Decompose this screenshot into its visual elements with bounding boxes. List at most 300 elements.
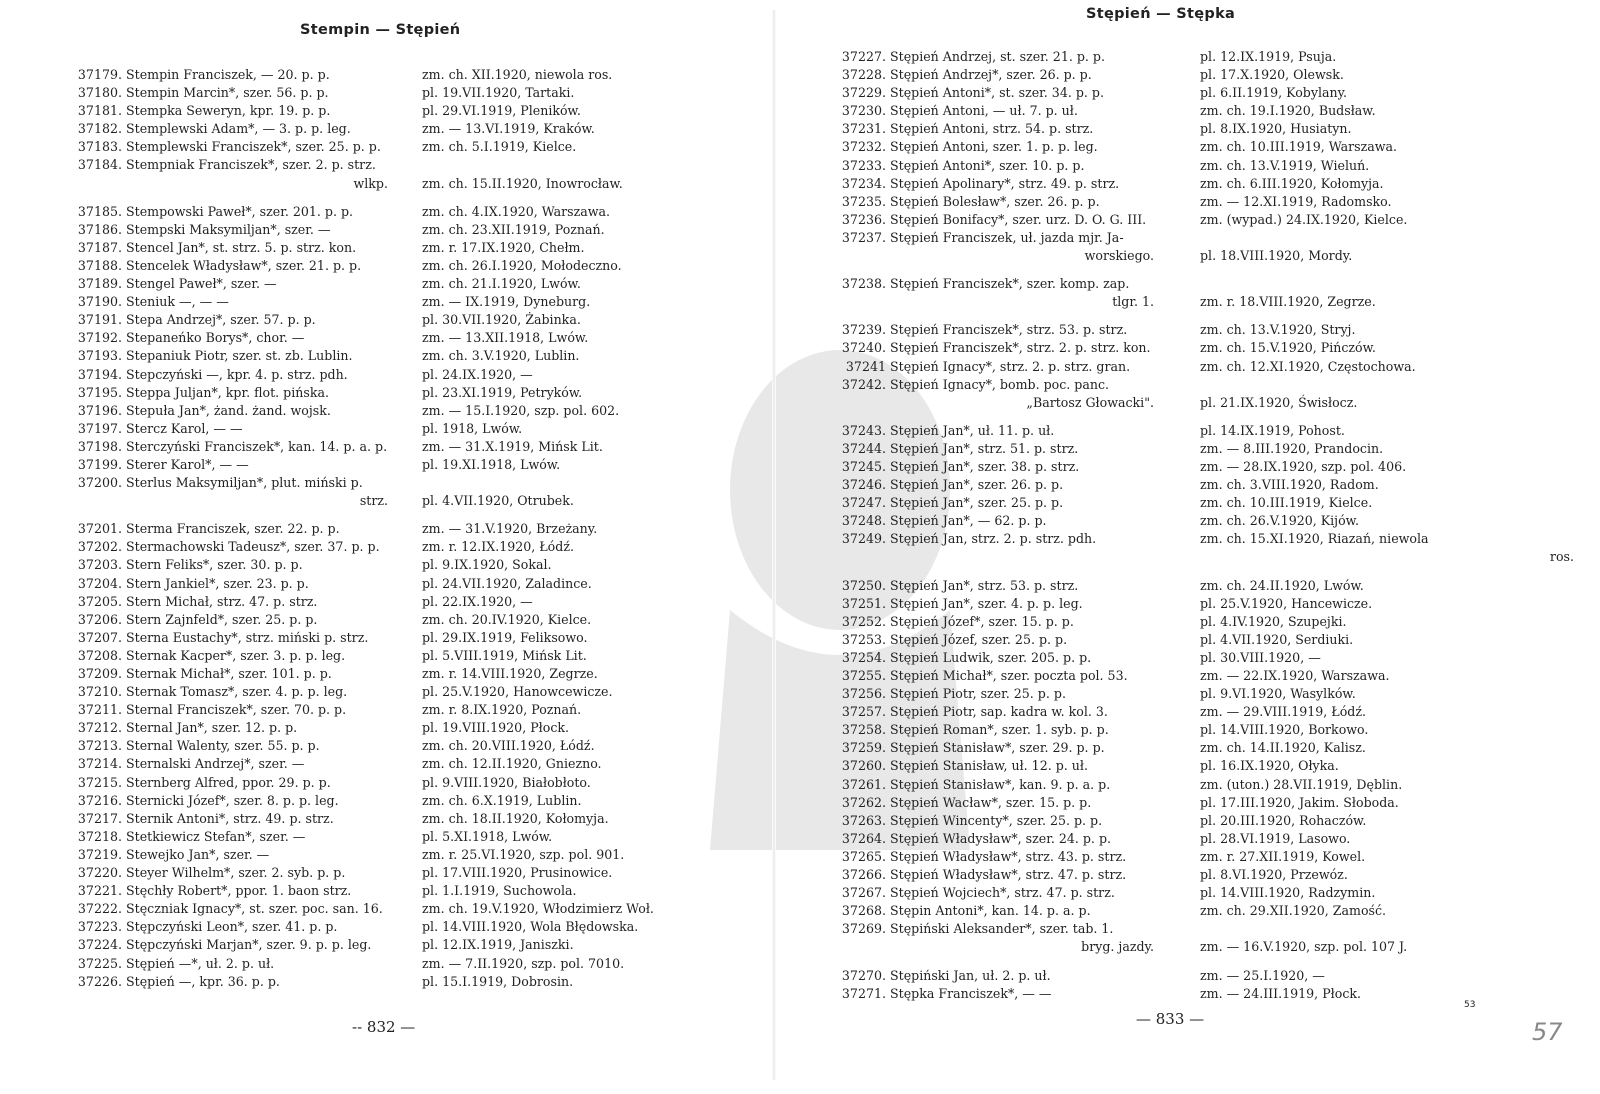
- entry-number: 37194.: [77, 366, 122, 382]
- entry-row: [70, 556, 760, 574]
- entry-number: 37217.: [77, 810, 122, 826]
- entry-row: [70, 955, 760, 973]
- entry-number: 37237.: [841, 229, 886, 245]
- entry-name: Sternak Tomasz*, szer. 4. p. p. leg.: [126, 684, 348, 700]
- entry-name: Sterczyński Franciszek*, kan. 14. p. a. p.: [126, 438, 388, 454]
- entry-fate: zm. — 8.III.1920, Prandocin.: [1200, 440, 1384, 456]
- entry-name: Stern Feliks*, szer. 30. p. p.: [126, 557, 303, 573]
- entry-row: [70, 665, 760, 683]
- entry-name: Sternak Kacper*, szer. 3. p. p. leg.: [126, 647, 346, 663]
- entry-number: 37198.: [77, 438, 122, 454]
- entry-number: 37266.: [841, 867, 886, 883]
- entry-name: Stępin Antoni*, kan. 14. p. a. p.: [890, 903, 1091, 919]
- entry-row: [834, 721, 1590, 739]
- entry-row: [834, 920, 1590, 938]
- entry-spacer: [834, 412, 1590, 422]
- entry-row: [834, 422, 1590, 440]
- entry-fate: pl. 9.IX.1920, Sokal.: [422, 557, 552, 573]
- entry-name: Stępień Antoni, szer. 1. p. p. leg.: [890, 139, 1098, 155]
- entry-name: Stepczyński —, kpr. 4. p. strz. pdh.: [126, 366, 348, 382]
- entry-number: 37223.: [77, 919, 122, 935]
- continuation-fate: pl. 4.VII.1920, Otrubek.: [422, 493, 574, 509]
- entry-row: [834, 985, 1590, 1003]
- entry-number: 37270.: [841, 967, 886, 983]
- entry-number: 37189.: [77, 276, 122, 292]
- entry-fate: zm. — 12.XI.1919, Radomsko.: [1200, 193, 1392, 209]
- entry-name: Stempka Seweryn, kpr. 19. p. p.: [126, 103, 331, 119]
- entry-name: Stempin Franciszek, — 20. p. p.: [126, 67, 330, 82]
- entry-row: [70, 520, 760, 538]
- entry-number: 37230.: [841, 103, 886, 119]
- entry-fate: pl. 28.VI.1919, Lasowo.: [1200, 830, 1351, 846]
- entry-number: 37265.: [841, 848, 886, 864]
- entry-fate: pl. 24.IX.1920, —: [422, 366, 533, 382]
- entry-row: [70, 719, 760, 737]
- entry-row: [70, 792, 760, 810]
- entry-row: [70, 239, 760, 257]
- entry-name: Stępień Jan*, szer. 26. p. p.: [890, 477, 1064, 493]
- entry-spacer: [70, 510, 760, 520]
- entry-fate: zm. (uton.) 28.VII.1919, Dęblin.: [1200, 776, 1403, 792]
- continuation-name: „Bartosz Głowacki".: [1026, 394, 1154, 410]
- entry-fate: zm. ch. 6.III.1920, Kołomyja.: [1200, 175, 1384, 191]
- entry-number: 37238.: [841, 276, 886, 292]
- continuation-end: ros.: [1549, 549, 1574, 565]
- entry-row: [834, 613, 1590, 631]
- entry-fate: zm. r. 25.VI.1920, szp. pol. 901.: [422, 846, 625, 862]
- entry-name: Sternberg Alfred, ppor. 29. p. p.: [126, 774, 331, 790]
- entry-fate: pl. 5.XI.1918, Lwów.: [422, 828, 553, 844]
- right-entry-list: [834, 48, 1590, 1003]
- entry-row: [70, 120, 760, 138]
- entry-number: 37208.: [77, 647, 122, 663]
- entry-row: [70, 846, 760, 864]
- entry-number: 37186.: [77, 221, 122, 237]
- entry-name: Stępień Andrzej, st. szer. 21. p. p.: [890, 49, 1105, 64]
- entry-number: 37188.: [77, 257, 122, 273]
- entry-row: [834, 48, 1590, 66]
- entry-number: 37180.: [77, 85, 122, 101]
- entry-fate: pl. 29.IX.1919, Feliksowo.: [422, 629, 588, 645]
- continuation-name: wlkp.: [353, 175, 388, 191]
- entry-name: Stępień Jan*, — 62. p. p.: [890, 513, 1047, 529]
- entry-fate: zm. ch. 12.XI.1920, Częstochowa.: [1200, 358, 1416, 374]
- entry-name: Sterma Franciszek, szer. 22. p. p.: [126, 521, 340, 537]
- entry-spacer: [834, 265, 1590, 275]
- entry-name: Stemplewski Franciszek*, szer. 25. p. p.: [126, 139, 381, 155]
- entry-name: Stępień Władysław*, strz. 47. p. strz.: [890, 867, 1127, 883]
- entry-number: 37196.: [77, 402, 122, 418]
- entry-fate: pl. 16.IX.1920, Ołyka.: [1200, 758, 1339, 774]
- entry-fate: zm. ch. 3.V.1920, Lublin.: [422, 348, 580, 364]
- entry-row: [70, 384, 760, 402]
- entry-number: 37191.: [77, 312, 122, 328]
- entry-spacer: [834, 957, 1590, 967]
- entry-fate: zm. — 7.II.1920, szp. pol. 7010.: [422, 955, 625, 971]
- entry-fate: pl. 12.IX.1919, Psuja.: [1200, 49, 1337, 64]
- entry-name: Stępień Ludwik, szer. 205. p. p.: [890, 649, 1092, 665]
- entry-number: 37202.: [77, 539, 122, 555]
- entry-row: [834, 494, 1590, 512]
- entry-row: [834, 884, 1590, 902]
- entry-fate: zm. — 13.VI.1919, Kraków.: [422, 121, 595, 137]
- entry-row: [70, 293, 760, 311]
- entry-name: Sternal Walenty, szer. 55. p. p.: [126, 738, 320, 754]
- entry-row: [834, 376, 1590, 394]
- entry-fate: pl. 23.XI.1919, Petryków.: [422, 384, 583, 400]
- entry-row: [70, 774, 760, 792]
- entry-fate: zm. ch. 29.XII.1920, Zamość.: [1200, 903, 1387, 919]
- entry-name: Stępień Piotr, szer. 25. p. p.: [890, 686, 1066, 702]
- entry-name: Stępiński Aleksander*, szer. tab. 1.: [890, 921, 1114, 937]
- entry-name: Stępień Antoni*, szer. 10. p. p.: [890, 157, 1085, 173]
- entry-number: 37234.: [841, 175, 886, 191]
- entry-number: 37221.: [77, 883, 122, 899]
- entry-name: Stempski Maksymiljan*, szer. —: [126, 221, 331, 237]
- entry-row: [70, 311, 760, 329]
- entry-row: [834, 321, 1590, 339]
- entry-name: Sterer Karol*, — —: [126, 456, 249, 472]
- entry-row: [834, 812, 1590, 830]
- entry-row: [70, 755, 760, 773]
- entry-row: [70, 882, 760, 900]
- entry-number: 37205.: [77, 593, 122, 609]
- entry-row: [834, 138, 1590, 156]
- entry-fate: zm. ch. 6.X.1919, Lublin.: [422, 792, 582, 808]
- entry-row: [70, 593, 760, 611]
- entry-number: 37203.: [77, 557, 122, 573]
- entry-row: [70, 438, 760, 456]
- entry-fate: zm. ch. 13.V.1919, Wieluń.: [1200, 157, 1370, 173]
- entry-row: [70, 329, 760, 347]
- entry-name: Steppa Juljan*, kpr. flot. pińska.: [126, 384, 329, 400]
- entry-number: 37271.: [841, 985, 886, 1001]
- entry-number: 37249.: [841, 531, 886, 547]
- entry-row: [834, 175, 1590, 193]
- entry-name: Stępień Jan*, szer. 25. p. p.: [890, 495, 1064, 511]
- entry-fate: pl. 4.VII.1920, Serdiuki.: [1200, 631, 1354, 647]
- entry-row: [70, 221, 760, 239]
- entry-number: 37253.: [841, 631, 886, 647]
- entry-name: Stępień Jan*, szer. 38. p. strz.: [890, 458, 1080, 474]
- entry-name: Stępka Franciszek*, — —: [890, 985, 1052, 1001]
- entry-number: 37211.: [77, 702, 122, 718]
- entry-row: [70, 420, 760, 438]
- left-page: [0, 0, 776, 1094]
- entry-number: 37241: [845, 358, 886, 374]
- entry-fate: zm. — 22.IX.1920, Warszawa.: [1200, 668, 1390, 683]
- entry-name: Stewejko Jan*, szer. —: [126, 846, 270, 862]
- entry-number: 37190.: [77, 294, 122, 310]
- entry-fate: pl. 4.IV.1920, Szupejki.: [1200, 613, 1347, 629]
- entry-number: 37252.: [841, 613, 886, 629]
- entry-row: [70, 900, 760, 918]
- entry-row: [70, 138, 760, 156]
- entry-name: Stern Jankiel*, szer. 23. p. p.: [126, 575, 309, 591]
- entry-number: 37232.: [841, 139, 886, 155]
- entry-continuation: [834, 548, 1590, 566]
- entry-number: 37184.: [77, 157, 122, 173]
- entry-number: 37192.: [77, 330, 122, 346]
- entry-number: 37227.: [841, 49, 886, 64]
- entry-number: 37242.: [841, 376, 886, 392]
- entry-name: Sternicki Józef*, szer. 8. p. p. leg.: [126, 792, 339, 808]
- entry-fate: zm. — 31.X.1919, Mińsk Lit.: [422, 438, 603, 454]
- entry-name: Stepuła Jan*, żand. żand. wojsk.: [126, 402, 331, 418]
- entry-fate: zm. ch. 5.I.1919, Kielce.: [422, 139, 577, 155]
- entry-fate: pl. 25.V.1920, Hancewicze.: [1200, 595, 1373, 611]
- entry-name: Stępień —, kpr. 36. p. p.: [126, 973, 280, 989]
- entry-number: 37209.: [77, 666, 122, 681]
- entry-number: 37250.: [841, 577, 886, 593]
- entry-fate: pl. 14.VIII.1920, Borkowo.: [1200, 722, 1369, 738]
- entry-name: Sterna Eustachy*, strz. miński p. strz.: [126, 629, 369, 645]
- entry-continuation: [70, 492, 760, 510]
- entry-fate: pl. 29.VI.1919, Pleników.: [422, 103, 581, 119]
- entry-spacer: [834, 567, 1590, 577]
- continuation-name: bryg. jazdy.: [1081, 939, 1154, 955]
- entry-number: 37224.: [77, 937, 122, 953]
- entry-row: [70, 84, 760, 102]
- entry-number: 37179.: [77, 67, 122, 82]
- entry-number: 37197.: [77, 420, 122, 436]
- continuation-fate: zm. ch. 15.II.1920, Inowrocław.: [422, 175, 623, 191]
- entry-fate: zm. ch. 13.V.1920, Stryj.: [1200, 322, 1356, 338]
- entry-number: 37215.: [77, 774, 122, 790]
- entry-number: 37240.: [841, 340, 886, 356]
- entry-row: [834, 848, 1590, 866]
- entry-row: [70, 864, 760, 882]
- entry-name: Stępień Antoni, — uł. 7. p. uł.: [890, 103, 1078, 119]
- entry-row: [70, 102, 760, 120]
- entry-name: Stępień Franciszek*, szer. komp. zap.: [890, 276, 1130, 292]
- entry-number: 37204.: [77, 575, 122, 591]
- entry-number: 37225.: [77, 955, 122, 971]
- entry-number: 37228.: [841, 67, 886, 83]
- entry-number: 37185.: [77, 203, 122, 219]
- entry-fate: pl. 17.X.1920, Olewsk.: [1200, 67, 1344, 83]
- entry-name: Stępień Antoni*, st. szer. 34. p. p.: [890, 85, 1104, 101]
- entry-number: 37183.: [77, 139, 122, 155]
- entry-fate: zm. — IX.1919, Dyneburg.: [422, 294, 591, 310]
- entry-fate: zm. r. 12.IX.1920, Łódź.: [422, 539, 574, 555]
- entry-fate: zm. ch. 19.V.1920, Włodzimierz Woł.: [422, 901, 654, 917]
- entry-number: 37212.: [77, 720, 122, 736]
- entry-number: 37235.: [841, 193, 886, 209]
- entry-name: Stępień Roman*, szer. 1. syb. p. p.: [890, 722, 1109, 738]
- entry-row: [834, 157, 1590, 175]
- entry-fate: pl. 17.III.1920, Jakim. Słoboda.: [1200, 794, 1399, 810]
- entry-fate: zm. — 24.III.1919, Płock.: [1200, 985, 1362, 1001]
- left-entry-list: [70, 66, 760, 991]
- entry-row: [834, 577, 1590, 595]
- entry-fate: zm. ch. 21.I.1920, Lwów.: [422, 276, 581, 292]
- entry-fate: pl. 20.III.1920, Rohaczów.: [1200, 812, 1367, 828]
- entry-name: Stengel Paweł*, szer. —: [126, 276, 277, 292]
- entry-fate: pl. 6.II.1919, Kobylany.: [1200, 85, 1348, 101]
- entry-fate: zm. ch. 23.XII.1919, Poznań.: [422, 221, 605, 237]
- entry-number: 37251.: [841, 595, 886, 611]
- entry-row: [834, 84, 1590, 102]
- entry-fate: zm. ch. 20.VIII.1920, Łódź.: [422, 738, 595, 754]
- entry-row: [834, 794, 1590, 812]
- entry-name: Stępień Józef*, szer. 15. p. p.: [890, 613, 1074, 629]
- entry-number: 37255.: [841, 668, 886, 683]
- entry-row: [70, 737, 760, 755]
- entry-row: [834, 358, 1590, 376]
- entry-fate: zm. r. 27.XII.1919, Kowel.: [1200, 848, 1366, 864]
- entry-number: 37226.: [77, 973, 122, 989]
- entry-name: Stern Michał, strz. 47. p. strz.: [126, 593, 318, 609]
- entry-name: Sternik Antoni*, strz. 49. p. strz.: [126, 810, 334, 826]
- entry-fate: pl. 1918, Lwów.: [422, 420, 523, 436]
- entry-row: [70, 918, 760, 936]
- continuation-fate: pl. 18.VIII.1920, Mordy.: [1200, 248, 1353, 264]
- entry-number: 37218.: [77, 828, 122, 844]
- entry-name: Stępień Wincenty*, szer. 25. p. p.: [890, 812, 1103, 828]
- entry-row: [70, 810, 760, 828]
- entry-number: 37216.: [77, 792, 122, 808]
- entry-name: Stępień Jan*, strz. 53. p. strz.: [890, 577, 1079, 593]
- entry-row: [834, 902, 1590, 920]
- entry-number: 37256.: [841, 686, 886, 702]
- entry-row: [70, 474, 760, 492]
- entry-row: [834, 530, 1590, 548]
- entry-number: 37267.: [841, 885, 886, 901]
- entry-row: [70, 973, 760, 991]
- entry-name: Stercz Karol, — —: [126, 420, 243, 436]
- entry-row: [70, 275, 760, 293]
- pencil-note: 57: [1532, 1018, 1563, 1046]
- entry-fate: pl. 12.IX.1919, Janiszki.: [422, 937, 574, 953]
- entry-row: [834, 739, 1590, 757]
- continuation-fate: zm. r. 18.VIII.1920, Zegrze.: [1200, 294, 1376, 310]
- entry-row: [834, 512, 1590, 530]
- entry-row: [834, 830, 1590, 848]
- entry-row: [70, 936, 760, 954]
- entry-name: Stępień Bonifacy*, szer. urz. D. O. G. III.: [890, 211, 1147, 227]
- entry-name: Stępień Apolinary*, strz. 49. p. strz.: [890, 175, 1120, 191]
- entry-number: 37245.: [841, 458, 886, 474]
- entry-name: Stępień Ignacy*, bomb. poc. panc.: [890, 376, 1110, 392]
- entry-fate: pl. 1.I.1919, Suchowola.: [422, 883, 577, 899]
- entry-number: 37248.: [841, 513, 886, 529]
- entry-spacer: [70, 193, 760, 203]
- entry-name: Stetkiewicz Stefan*, szer. —: [126, 828, 306, 844]
- entry-continuation: [70, 175, 760, 193]
- entry-fate: pl. 9.VI.1920, Wasylków.: [1200, 686, 1356, 702]
- entry-fate: pl. 30.VIII.1920, —: [1200, 649, 1321, 665]
- entry-name: Sterlus Maksymiljan*, plut. miński p.: [126, 475, 363, 491]
- entry-fate: pl. 5.VIII.1919, Mińsk Lit.: [422, 647, 587, 663]
- entry-name: Stępiński Jan, uł. 2. p. uł.: [890, 967, 1051, 983]
- entry-fate: pl. 8.IX.1920, Husiatyn.: [1200, 121, 1352, 137]
- entry-fate: pl. 19.VII.1920, Tartaki.: [422, 85, 575, 101]
- entry-number: 37201.: [77, 521, 122, 537]
- entry-fate: pl. 17.VIII.1920, Prusinowice.: [422, 865, 613, 881]
- entry-row: [834, 703, 1590, 721]
- entry-name: Stępień Franciszek*, strz. 2. p. strz. kon.: [890, 340, 1151, 356]
- entry-row: [834, 776, 1590, 794]
- entry-number: 37229.: [841, 85, 886, 101]
- entry-row: [834, 967, 1590, 985]
- entry-name: Stępień Andrzej*, szer. 26. p. p.: [890, 67, 1092, 83]
- entry-name: Stępień Jan*, uł. 11. p. uł.: [890, 422, 1055, 438]
- entry-name: Stęczniak Ignacy*, st. szer. poc. san. 16.: [126, 901, 383, 917]
- entry-name: Stępień Bolesław*, szer. 26. p. p.: [890, 193, 1100, 209]
- entry-fate: zm. ch. 24.II.1920, Lwów.: [1200, 577, 1364, 593]
- entry-fate: pl. 25.V.1920, Hanowcewicze.: [422, 684, 613, 700]
- entry-name: Sternal Jan*, szer. 12. p. p.: [126, 720, 298, 736]
- entry-number: 37193.: [77, 348, 122, 364]
- entry-name: Stępień Władysław*, strz. 43. p. strz.: [890, 848, 1127, 864]
- entry-name: Stępień —*, uł. 2. p. uł.: [126, 955, 275, 971]
- entry-name: Stępień Ignacy*, strz. 2. p. strz. gran.: [890, 358, 1131, 374]
- entry-row: [834, 667, 1590, 685]
- entry-row: [70, 828, 760, 846]
- entry-fate: zm. ch. 14.II.1920, Kalisz.: [1200, 740, 1366, 756]
- entry-number: 37220.: [77, 865, 122, 881]
- entry-fate: zm. ch. 19.I.1920, Budsław.: [1200, 103, 1376, 119]
- entry-name: Stępień Franciszek*, strz. 53. p. strz.: [890, 322, 1128, 338]
- entry-row: [834, 757, 1590, 775]
- entry-row: [70, 611, 760, 629]
- entry-number: 37243.: [841, 422, 886, 438]
- entry-row: [834, 458, 1590, 476]
- entry-fate: zm. r. 8.IX.1920, Poznań.: [422, 702, 582, 718]
- entry-fate: zm. ch. 26.I.1920, Mołodeczno.: [422, 257, 622, 273]
- entry-row: [834, 595, 1590, 613]
- entry-fate: zm. — 15.I.1920, szp. pol. 602.: [422, 402, 620, 418]
- entry-row: [834, 866, 1590, 884]
- entry-number: 37210.: [77, 684, 122, 700]
- entry-row: [834, 120, 1590, 138]
- entry-name: Stępień Franciszek, uł. jazda mjr. Ja-: [890, 229, 1124, 245]
- entry-name: Stępień Stanisław, uł. 12. p. uł.: [890, 758, 1088, 774]
- entry-name: Stępień Stanisław*, kan. 9. p. a. p.: [890, 776, 1111, 792]
- entry-number: 37254.: [841, 649, 886, 665]
- entry-row: [834, 631, 1590, 649]
- entry-number: 37231.: [841, 121, 886, 137]
- entry-row: [70, 347, 760, 365]
- entry-name: Stermachowski Tadeusz*, szer. 37. p. p.: [126, 539, 380, 555]
- entry-row: [834, 66, 1590, 84]
- entry-number: 37268.: [841, 903, 886, 919]
- entry-fate: pl. 19.XI.1918, Lwów.: [422, 456, 561, 472]
- entry-fate: pl. 24.VII.1920, Zaladince.: [422, 575, 592, 591]
- entry-name: Stępień Antoni, strz. 54. p. strz.: [890, 121, 1094, 137]
- entry-number: 37258.: [841, 722, 886, 738]
- entry-row: [70, 257, 760, 275]
- entry-row: [70, 203, 760, 221]
- entry-fate: zm. r. 14.VIII.1920, Zegrze.: [422, 666, 598, 681]
- entry-fate: zm. ch. 15.XI.1920, Riazań, niewola: [1200, 531, 1429, 547]
- entry-row: [70, 647, 760, 665]
- entry-row: [834, 102, 1590, 120]
- continuation-name: strz.: [359, 493, 388, 509]
- entry-name: Stencelek Władysław*, szer. 21. p. p.: [126, 257, 362, 273]
- entry-fate: zm. (wypad.) 24.IX.1920, Kielce.: [1200, 211, 1408, 227]
- entry-number: 37247.: [841, 495, 886, 511]
- continuation-name: tlgr. 1.: [1112, 294, 1154, 310]
- entry-fate: zm. ch. 12.II.1920, Gniezno.: [422, 756, 602, 772]
- entry-fate: zm. ch. 10.III.1919, Kielce.: [1200, 495, 1373, 511]
- entry-number: 37264.: [841, 830, 886, 846]
- entry-name: Stępień Jan*, szer. 4. p. p. leg.: [890, 595, 1083, 611]
- continuation-fate: pl. 21.IX.1920, Świsłocz.: [1200, 394, 1358, 410]
- entry-number: 37259.: [841, 740, 886, 756]
- entry-fate: zm. — 29.VIII.1919, Łódź.: [1200, 704, 1366, 720]
